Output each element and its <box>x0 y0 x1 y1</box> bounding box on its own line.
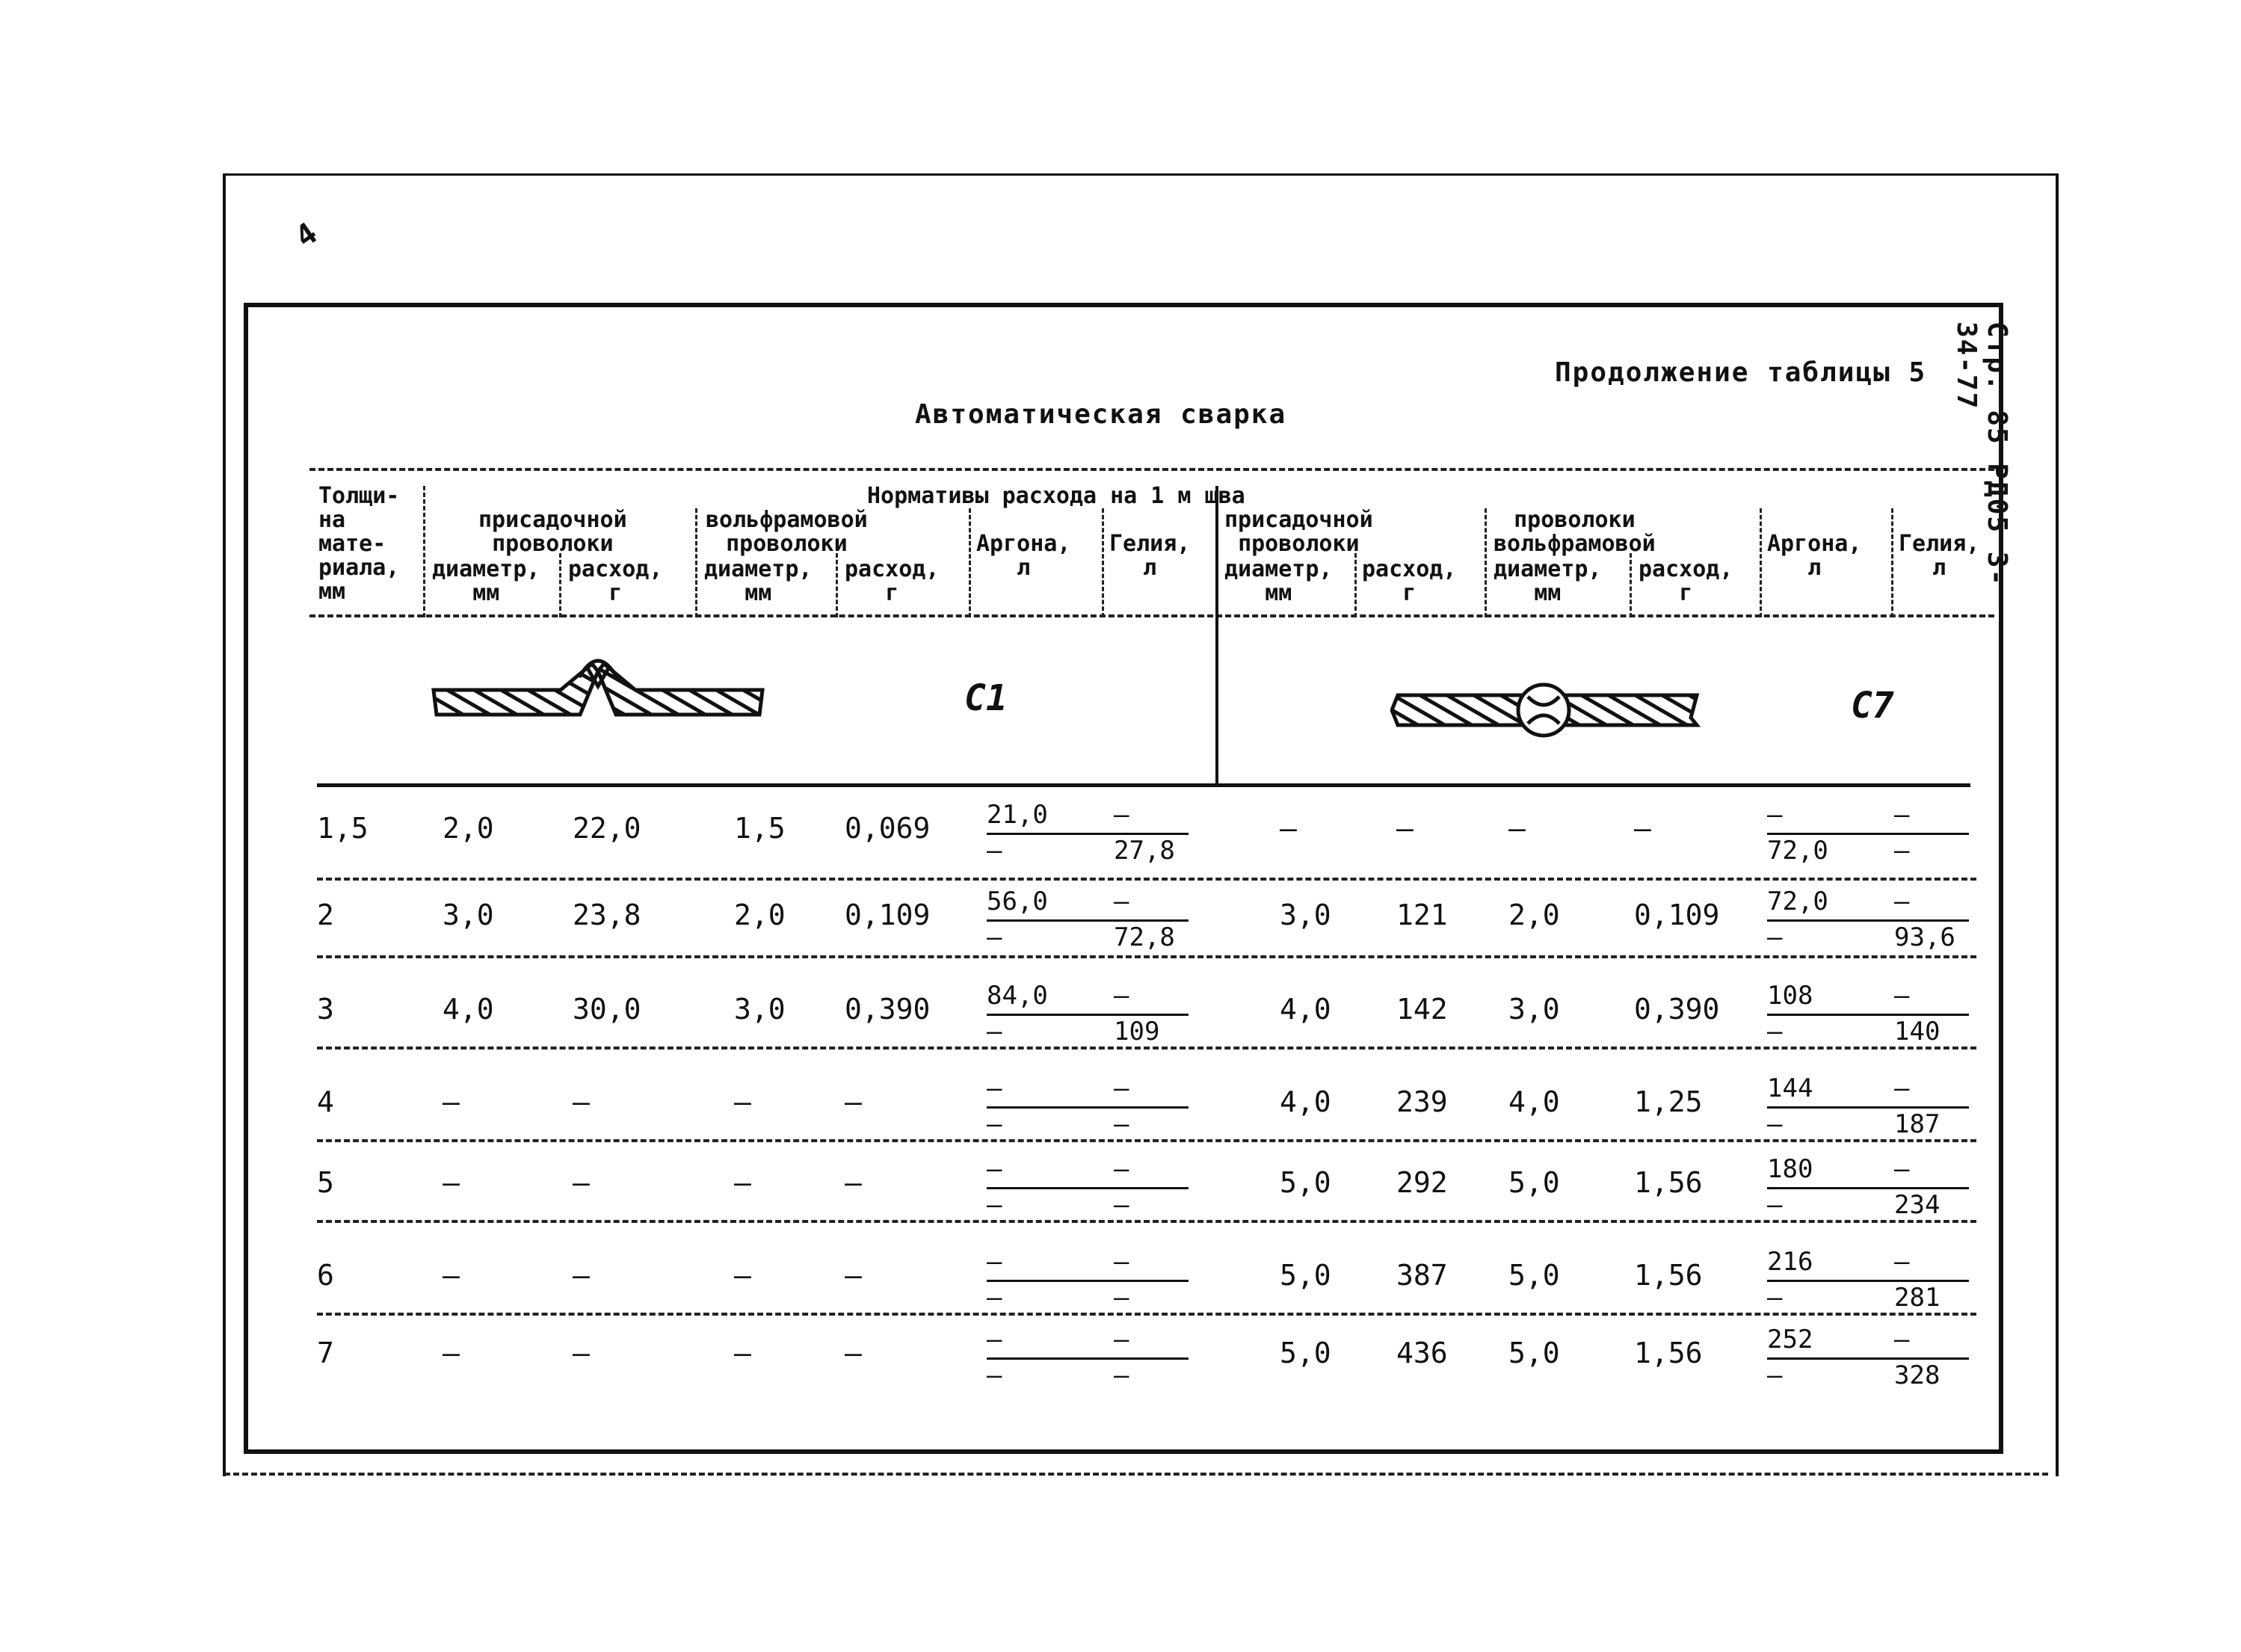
cell-he2_b: 93,6 <box>1894 922 1955 952</box>
hdr-sep <box>1102 508 1104 617</box>
cell-r4: 1,56 <box>1634 1259 1703 1292</box>
bottom-border <box>224 1473 2048 1476</box>
cell-he2_a: – <box>1894 800 1910 830</box>
cell-d3: 5,0 <box>1280 1166 1331 1199</box>
cell-ar_b: – <box>987 922 1002 952</box>
cell-r1: 23,8 <box>573 899 641 931</box>
hdr-consumption: расход, г <box>1639 556 1733 606</box>
cell-he2_a: – <box>1894 981 1910 1011</box>
cell-ar2_b: – <box>1767 1283 1783 1313</box>
cell-he_b: – <box>1114 1283 1129 1313</box>
cell-r1: – <box>573 1085 590 1118</box>
cell-d3: 4,0 <box>1280 993 1331 1026</box>
hdr-sep <box>836 553 838 617</box>
cell-d3: 3,0 <box>1280 899 1331 931</box>
cell-d1: – <box>443 1259 460 1292</box>
cell-he2_a: – <box>1894 1154 1910 1184</box>
cell-r4: 0,109 <box>1634 899 1720 931</box>
cell-ar_b: – <box>987 1283 1002 1313</box>
hdr-helium: Гелия, л <box>1109 531 1191 581</box>
row-rule <box>317 1047 1976 1050</box>
hdr-filler-wire-right: присадочной проволоки <box>1224 507 1373 557</box>
hdr-sep <box>423 486 425 617</box>
cell-he_a: – <box>1114 800 1129 830</box>
cell-ar_a: – <box>987 1073 1002 1103</box>
row-rule <box>317 955 1976 958</box>
cell-d3: 5,0 <box>1280 1259 1331 1292</box>
cell-ar2_b: – <box>1767 1109 1783 1139</box>
cell-he2_a: – <box>1894 887 1910 916</box>
cell-r1: 30,0 <box>573 993 641 1026</box>
cell-r2: – <box>845 1085 862 1118</box>
cell-ar2_a: 72,0 <box>1767 887 1828 916</box>
cell-r1: – <box>573 1166 590 1199</box>
hdr-consumption: расход, г <box>568 556 663 606</box>
row-rule <box>317 1220 1976 1223</box>
fraction-line <box>1767 1014 1969 1016</box>
hdr-thickness: Толщи- на мате- риала, мм <box>318 483 400 605</box>
cell-ar2_b: 72,0 <box>1767 836 1828 866</box>
cell-he_a: – <box>1114 1073 1129 1103</box>
cell-d1: 4,0 <box>443 993 494 1026</box>
cell-he2_b: 140 <box>1894 1017 1941 1047</box>
fraction-line <box>987 1106 1189 1109</box>
cell-ar2_b: – <box>1767 1017 1783 1047</box>
fraction-line <box>987 1014 1189 1016</box>
cell-t: 6 <box>317 1259 334 1292</box>
cell-d1: – <box>443 1337 460 1369</box>
hdr-sep <box>969 508 971 617</box>
hdr-consumption: расход, г <box>1362 556 1457 606</box>
cell-he_b: – <box>1114 1109 1129 1139</box>
cell-r4: 0,390 <box>1634 993 1720 1026</box>
cell-he2_b: 234 <box>1894 1190 1941 1220</box>
cell-ar_a: – <box>987 1154 1002 1184</box>
hdr-diameter: диаметр, мм <box>1224 556 1333 606</box>
fraction-line <box>987 833 1189 835</box>
header-top-rule <box>309 468 1994 471</box>
profile-label-c7: С7 <box>1851 685 1894 727</box>
profile-label-c1: С1 <box>964 677 1008 719</box>
cell-he2_a: – <box>1894 1073 1910 1103</box>
cell-d2: – <box>734 1085 751 1118</box>
cell-t: 1,5 <box>317 812 369 845</box>
hdr-sep <box>695 508 697 617</box>
cell-ar_a: 56,0 <box>987 887 1048 916</box>
cell-d4: 5,0 <box>1508 1166 1560 1199</box>
cell-d4: 4,0 <box>1508 1085 1560 1118</box>
hdr-sep <box>559 553 561 617</box>
cell-r1: – <box>573 1259 590 1292</box>
continuation-title: Продолжение таблицы 5 <box>1555 357 1927 388</box>
body-top-rule <box>317 783 1970 787</box>
cell-r1: 22,0 <box>573 812 641 845</box>
fraction-line <box>1767 919 1969 922</box>
cell-t: 2 <box>317 899 334 931</box>
cell-r2: 0,390 <box>845 993 931 1026</box>
cell-he2_a: – <box>1894 1325 1910 1354</box>
fraction-line <box>987 1187 1189 1189</box>
cell-t: 5 <box>317 1166 334 1199</box>
cell-he2_a: – <box>1894 1247 1910 1277</box>
hdr-tungsten-wire-left: вольфрамовой проволоки <box>706 507 868 557</box>
cell-ar2_a: – <box>1767 800 1783 830</box>
cell-ar2_a: 144 <box>1767 1073 1813 1103</box>
cell-r3: 387 <box>1396 1259 1448 1292</box>
cell-r3: 436 <box>1396 1337 1448 1369</box>
cell-t: 4 <box>317 1085 334 1118</box>
cell-he_a: – <box>1114 1247 1129 1277</box>
cell-he2_b: 187 <box>1894 1109 1941 1139</box>
weld-profile-c1-drawing <box>426 649 770 731</box>
cell-ar_a: – <box>987 1247 1002 1277</box>
cell-ar_b: – <box>987 1109 1002 1139</box>
cell-d4: 5,0 <box>1508 1259 1560 1292</box>
section-title: Автоматическая сварка <box>915 399 1287 430</box>
cell-d4: 5,0 <box>1508 1337 1560 1369</box>
hdr-helium: Гелия, л <box>1899 531 1980 581</box>
cell-he_b: 109 <box>1114 1017 1160 1047</box>
cell-ar_b: – <box>987 1360 1002 1390</box>
fraction-line <box>1767 1187 1969 1189</box>
cell-r2: – <box>845 1259 862 1292</box>
hdr-sep <box>1891 508 1893 617</box>
cell-ar_b: – <box>987 1017 1002 1047</box>
cell-ar2_a: 108 <box>1767 981 1813 1011</box>
cell-d2: – <box>734 1166 751 1199</box>
cell-r2: 0,069 <box>845 812 931 845</box>
cell-d4: 3,0 <box>1508 993 1560 1026</box>
cell-d2: – <box>734 1259 751 1292</box>
cell-he_a: – <box>1114 1325 1129 1354</box>
cell-r2: – <box>845 1166 862 1199</box>
cell-ar_a: 84,0 <box>987 981 1048 1011</box>
cell-d3: – <box>1280 812 1297 845</box>
cell-ar2_a: 180 <box>1767 1154 1813 1184</box>
cell-d2: – <box>734 1337 751 1369</box>
hdr-diameter: диаметр, мм <box>704 556 813 606</box>
cell-r2: – <box>845 1337 862 1369</box>
cell-ar_a: 21,0 <box>987 800 1048 830</box>
row-rule <box>317 1139 1976 1142</box>
page-mark: 4 <box>289 216 324 255</box>
cell-d1: 2,0 <box>443 812 494 845</box>
fraction-line <box>1767 1280 1969 1282</box>
fraction-line <box>987 1280 1189 1282</box>
cell-r4: 1,56 <box>1634 1337 1703 1369</box>
cell-ar_b: – <box>987 836 1002 866</box>
cell-he_a: – <box>1114 1154 1129 1184</box>
cell-d3: 5,0 <box>1280 1337 1331 1369</box>
section-divider <box>1215 486 1218 785</box>
cell-t: 7 <box>317 1337 334 1369</box>
cell-r4: – <box>1634 812 1651 845</box>
cell-he_b: 27,8 <box>1114 836 1175 866</box>
cell-ar_a: – <box>987 1325 1002 1354</box>
cell-he2_b: – <box>1894 836 1910 866</box>
cell-ar2_a: 252 <box>1767 1325 1813 1354</box>
weld-profile-c7-drawing <box>1390 680 1704 740</box>
cell-r3: 121 <box>1396 899 1448 931</box>
cell-d4: – <box>1508 812 1526 845</box>
cell-d1: – <box>443 1085 460 1118</box>
cell-r1: – <box>573 1337 590 1369</box>
cell-ar2_b: – <box>1767 1190 1783 1220</box>
cell-d2: 1,5 <box>734 812 786 845</box>
hdr-sep <box>1354 553 1357 617</box>
cell-ar2_a: 216 <box>1767 1247 1813 1277</box>
fraction-line <box>1767 1357 1969 1360</box>
cell-he2_b: 281 <box>1894 1283 1941 1313</box>
fraction-line <box>987 1357 1189 1360</box>
cell-r3: 239 <box>1396 1085 1448 1118</box>
hdr-sep <box>1485 508 1487 617</box>
cell-he2_b: 328 <box>1894 1360 1941 1390</box>
cell-ar2_b: – <box>1767 922 1783 952</box>
hdr-argon: Аргона, л <box>1767 531 1862 581</box>
hdr-sep <box>1760 508 1762 617</box>
cell-d1: 3,0 <box>443 899 494 931</box>
cell-ar_b: – <box>987 1190 1002 1220</box>
cell-he_b: 72,8 <box>1114 922 1175 952</box>
cell-r4: 1,56 <box>1634 1166 1703 1199</box>
hdr-argon: Аргона, л <box>976 531 1071 581</box>
hdr-filler-wire-left: присадочной проволоки <box>478 507 627 557</box>
cell-d2: 2,0 <box>734 899 786 931</box>
cell-t: 3 <box>317 993 334 1026</box>
fraction-line <box>987 919 1189 922</box>
hdr-tungsten-wire-right: проволоки вольфрамовой <box>1494 507 1656 557</box>
cell-r4: 1,25 <box>1634 1085 1703 1118</box>
cell-d2: 3,0 <box>734 993 786 1026</box>
hdr-diameter: диаметр, мм <box>432 556 540 606</box>
cell-he_a: – <box>1114 981 1129 1011</box>
fraction-line <box>1767 833 1969 835</box>
fraction-line <box>1767 1106 1969 1109</box>
cell-he_a: – <box>1114 887 1129 916</box>
cell-r3: – <box>1396 812 1414 845</box>
cell-r2: 0,109 <box>845 899 931 931</box>
hdr-norms: Нормативы расхода на 1 м шва <box>867 483 1245 509</box>
row-rule <box>317 1313 1976 1316</box>
hdr-diameter: диаметр, мм <box>1494 556 1602 606</box>
cell-d4: 2,0 <box>1508 899 1560 931</box>
side-code: Стр. 85 РД05 3-34-77 <box>1951 321 2012 588</box>
cell-he_b: – <box>1114 1190 1129 1220</box>
row-rule <box>317 878 1976 881</box>
hdr-sep <box>1630 553 1632 617</box>
cell-d1: – <box>443 1166 460 1199</box>
cell-d3: 4,0 <box>1280 1085 1331 1118</box>
cell-he_b: – <box>1114 1360 1129 1390</box>
cell-ar2_b: – <box>1767 1360 1783 1390</box>
header-bottom-rule <box>309 614 1994 617</box>
cell-r3: 142 <box>1396 993 1448 1026</box>
cell-r3: 292 <box>1396 1166 1448 1199</box>
hdr-consumption: расход, г <box>845 556 940 606</box>
